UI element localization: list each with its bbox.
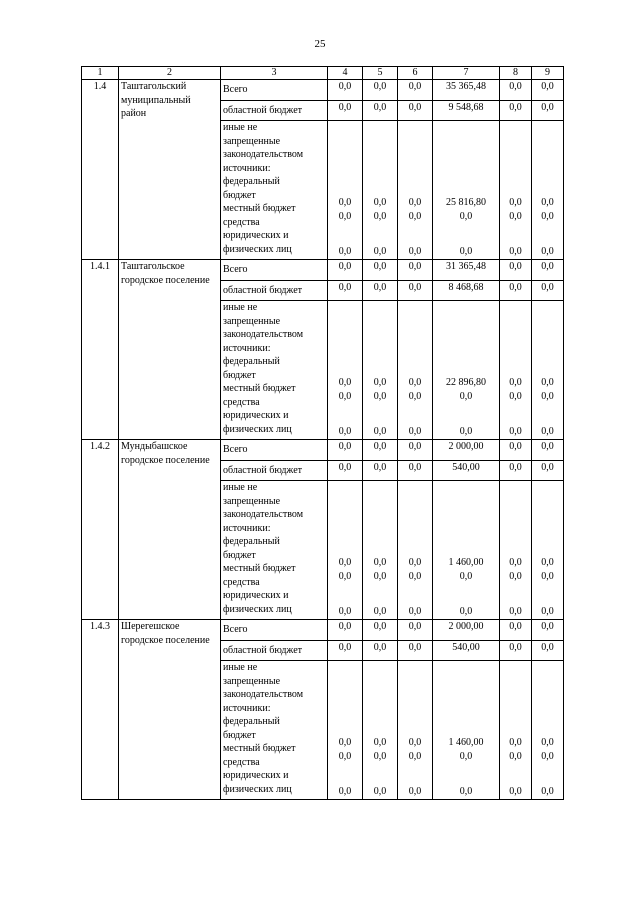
federal-value: 0,0 <box>338 737 352 748</box>
regional-value: 0,0 <box>532 641 564 661</box>
other-values-stack <box>400 121 430 259</box>
spacer <box>502 481 529 535</box>
total-value: 2 000,00 <box>433 620 500 641</box>
budget-values <box>502 556 529 584</box>
header-cell: 2 <box>119 67 221 80</box>
federal-value: 22 896,80 <box>446 377 486 388</box>
local-value: 0,0 <box>373 751 387 762</box>
other-values-stack <box>502 301 529 439</box>
other-sources-line: средства <box>223 576 260 588</box>
other-values-cell <box>328 481 363 620</box>
private-value: 0,0 <box>459 606 473 617</box>
other-values-stack <box>435 121 497 259</box>
other-values-stack <box>534 301 561 439</box>
federal-value: 0,0 <box>373 377 387 388</box>
other-values-cell <box>328 661 363 800</box>
budget-values <box>365 556 395 584</box>
other-values-stack <box>400 481 430 619</box>
private-value: 0,0 <box>373 426 387 437</box>
budget-values <box>435 556 497 584</box>
spacer <box>435 661 497 715</box>
other-sources-line: запрещенные <box>223 315 281 327</box>
total-value: 0,0 <box>500 440 532 461</box>
local-value: 0,0 <box>541 211 554 222</box>
other-sources-lines <box>223 661 325 796</box>
private-value: 0,0 <box>459 426 473 437</box>
private-value: 0,0 <box>408 246 422 257</box>
other-values-stack <box>365 661 395 799</box>
spacer <box>534 481 561 535</box>
private-value: 0,0 <box>338 246 352 257</box>
private-value: 0,0 <box>541 246 554 257</box>
section-total-row <box>82 620 564 641</box>
local-value: 0,0 <box>408 391 422 402</box>
budget-values <box>365 196 395 224</box>
other-values-cell <box>328 301 363 440</box>
header-cell: 3 <box>221 67 328 80</box>
total-value: 31 365,48 <box>433 260 500 281</box>
spacer <box>365 301 395 355</box>
other-sources-line: законодательством <box>223 149 304 160</box>
header-cell: 7 <box>433 67 500 80</box>
regional-value: 0,0 <box>363 101 398 121</box>
regional-label: областной бюджет <box>221 281 328 301</box>
private-value: 0,0 <box>541 786 554 797</box>
private-value: 0,0 <box>408 426 422 437</box>
other-values-stack <box>502 481 529 619</box>
local-value: 0,0 <box>373 211 387 222</box>
other-sources-line: бюджет <box>223 369 256 381</box>
private-value: 0,0 <box>509 786 522 797</box>
private-value: 0,0 <box>509 426 522 437</box>
other-sources-line: источники: <box>223 162 271 174</box>
federal-value: 0,0 <box>541 557 554 568</box>
spacer <box>400 301 430 355</box>
header-cell: 4 <box>328 67 363 80</box>
other-sources-line: физических лиц <box>223 423 292 435</box>
other-sources-line: местный бюджет <box>223 563 296 574</box>
other-sources-line: иные не <box>223 122 258 133</box>
section-total-row <box>82 260 564 281</box>
spacer <box>502 661 529 715</box>
federal-value: 0,0 <box>338 197 352 208</box>
other-sources-line: федеральный <box>223 716 280 727</box>
other-sources-line: федеральный <box>223 536 280 547</box>
other-sources-label <box>221 121 328 260</box>
local-value: 0,0 <box>509 211 522 222</box>
budget-values <box>534 736 561 764</box>
budget-values <box>330 556 360 584</box>
total-value: 0,0 <box>398 620 433 641</box>
budget-values <box>400 376 430 404</box>
other-values-cell <box>500 661 532 800</box>
section-name: Таштагольский муниципальный район <box>119 80 221 260</box>
regional-value: 0,0 <box>532 281 564 301</box>
section-code: 1.4.2 <box>82 440 119 620</box>
section-code: 1.4 <box>82 80 119 260</box>
private-value: 0,0 <box>373 786 387 797</box>
other-sources-line: бюджет <box>223 729 256 741</box>
other-sources-line: федеральный <box>223 176 280 187</box>
total-value: 35 365,48 <box>433 80 500 101</box>
regional-value: 9 548,68 <box>433 101 500 121</box>
regional-value: 0,0 <box>398 101 433 121</box>
total-value: 0,0 <box>500 260 532 281</box>
other-sources-line: законодательством <box>223 689 304 700</box>
private-value: 0,0 <box>338 606 352 617</box>
federal-value: 0,0 <box>509 557 522 568</box>
spacer <box>534 661 561 715</box>
other-values-stack <box>365 301 395 439</box>
other-sources-line: физических лиц <box>223 783 292 795</box>
total-label: Всего <box>221 620 328 641</box>
private-value: 0,0 <box>338 786 352 797</box>
other-sources-lines <box>223 121 325 256</box>
total-value: 0,0 <box>532 440 564 461</box>
other-values-stack <box>435 301 497 439</box>
budget-values <box>435 376 497 404</box>
other-sources-line: местный бюджет <box>223 743 296 754</box>
other-sources-line: источники: <box>223 342 271 354</box>
other-sources-line: законодательством <box>223 329 304 340</box>
total-label: Всего <box>221 260 328 281</box>
federal-value: 0,0 <box>373 737 387 748</box>
other-values-cell <box>398 481 433 620</box>
regional-value: 0,0 <box>398 641 433 661</box>
federal-value: 0,0 <box>338 557 352 568</box>
federal-value: 1 460,00 <box>448 557 484 568</box>
other-sources-line: средства <box>223 216 260 228</box>
other-sources-line: иные не <box>223 662 258 673</box>
other-sources-label <box>221 301 328 440</box>
total-value: 0,0 <box>398 80 433 101</box>
total-value: 2 000,00 <box>433 440 500 461</box>
other-values-stack <box>365 121 395 259</box>
spacer <box>435 121 497 175</box>
spacer <box>400 121 430 175</box>
section-name: Мундыбашское городское поселение <box>119 440 221 620</box>
local-value: 0,0 <box>338 571 352 582</box>
regional-value: 0,0 <box>363 641 398 661</box>
header-cell: 6 <box>398 67 433 80</box>
regional-label: областной бюджет <box>221 101 328 121</box>
section-total-row <box>82 80 564 101</box>
local-value: 0,0 <box>509 571 522 582</box>
other-sources-line: средства <box>223 756 260 768</box>
private-value: 0,0 <box>408 606 422 617</box>
other-values-stack <box>534 481 561 619</box>
section-name: Шерегешское городское поселение <box>119 620 221 800</box>
local-value: 0,0 <box>509 391 522 402</box>
section-total-row <box>82 440 564 461</box>
spacer <box>400 481 430 535</box>
total-value: 0,0 <box>363 620 398 641</box>
local-value: 0,0 <box>541 751 554 762</box>
total-value: 0,0 <box>363 440 398 461</box>
total-value: 0,0 <box>328 80 363 101</box>
budget-values <box>534 556 561 584</box>
spacer <box>365 661 395 715</box>
budget-values <box>400 196 430 224</box>
regional-value: 8 468,68 <box>433 281 500 301</box>
spacer <box>435 481 497 535</box>
budget-values <box>502 376 529 404</box>
other-sources-line: источники: <box>223 522 271 534</box>
regional-value: 0,0 <box>328 101 363 121</box>
header-cell: 1 <box>82 67 119 80</box>
local-value: 0,0 <box>338 751 352 762</box>
other-values-stack <box>330 481 360 619</box>
private-value: 0,0 <box>408 786 422 797</box>
budget-values <box>365 376 395 404</box>
other-values-stack <box>502 661 529 799</box>
total-value: 0,0 <box>398 260 433 281</box>
local-value: 0,0 <box>338 391 352 402</box>
other-sources-line: бюджет <box>223 549 256 561</box>
federal-value: 25 816,80 <box>446 197 486 208</box>
federal-value: 0,0 <box>541 737 554 748</box>
spacer <box>534 121 561 175</box>
spacer <box>330 661 360 715</box>
spacer <box>365 481 395 535</box>
other-values-cell <box>532 301 564 440</box>
local-value: 0,0 <box>408 751 422 762</box>
private-value: 0,0 <box>373 606 387 617</box>
private-value: 0,0 <box>509 606 522 617</box>
total-value: 0,0 <box>532 620 564 641</box>
total-value: 0,0 <box>328 260 363 281</box>
local-value: 0,0 <box>459 751 473 762</box>
spacer <box>435 301 497 355</box>
regional-label: областной бюджет <box>221 641 328 661</box>
federal-value: 0,0 <box>541 197 554 208</box>
regional-value: 540,00 <box>433 461 500 481</box>
other-values-cell <box>532 121 564 260</box>
regional-value: 0,0 <box>500 101 532 121</box>
other-sources-line: иные не <box>223 482 258 493</box>
other-sources-label <box>221 481 328 620</box>
federal-value: 1 460,00 <box>448 737 484 748</box>
spacer <box>534 301 561 355</box>
other-sources-line: источники: <box>223 702 271 714</box>
total-value: 0,0 <box>500 80 532 101</box>
section-code: 1.4.3 <box>82 620 119 800</box>
other-values-cell <box>433 661 500 800</box>
private-value: 0,0 <box>459 786 473 797</box>
other-values-cell <box>532 481 564 620</box>
private-value: 0,0 <box>459 246 473 257</box>
federal-value: 0,0 <box>408 557 422 568</box>
other-values-cell <box>500 481 532 620</box>
budget-values <box>330 736 360 764</box>
local-value: 0,0 <box>408 571 422 582</box>
other-values-stack <box>435 481 497 619</box>
local-value: 0,0 <box>373 391 387 402</box>
spacer <box>330 301 360 355</box>
federal-value: 0,0 <box>373 197 387 208</box>
regional-value: 0,0 <box>500 281 532 301</box>
other-values-stack <box>330 121 360 259</box>
regional-value: 0,0 <box>398 281 433 301</box>
regional-value: 0,0 <box>500 641 532 661</box>
section-code: 1.4.1 <box>82 260 119 440</box>
local-value: 0,0 <box>459 211 473 222</box>
other-values-stack <box>365 481 395 619</box>
federal-value: 0,0 <box>509 377 522 388</box>
spacer <box>330 121 360 175</box>
local-value: 0,0 <box>338 211 352 222</box>
budget-values <box>502 196 529 224</box>
other-sources-line: законодательством <box>223 509 304 520</box>
budget-values <box>435 196 497 224</box>
total-value: 0,0 <box>500 620 532 641</box>
other-values-cell <box>433 481 500 620</box>
budget-values <box>435 736 497 764</box>
other-values-cell <box>328 121 363 260</box>
local-value: 0,0 <box>541 571 554 582</box>
other-values-stack <box>330 661 360 799</box>
total-value: 0,0 <box>398 440 433 461</box>
federal-value: 0,0 <box>338 377 352 388</box>
local-value: 0,0 <box>541 391 554 402</box>
budget-values <box>534 196 561 224</box>
header-cell: 9 <box>532 67 564 80</box>
header-cell: 8 <box>500 67 532 80</box>
other-values-cell <box>433 121 500 260</box>
budget-values <box>330 196 360 224</box>
total-value: 0,0 <box>328 440 363 461</box>
other-values-cell <box>363 121 398 260</box>
other-sources-line: запрещенные <box>223 135 281 147</box>
other-values-stack <box>534 121 561 259</box>
other-values-cell <box>398 121 433 260</box>
other-sources-line: юридических и <box>223 770 289 781</box>
other-values-stack <box>534 661 561 799</box>
other-values-stack <box>400 301 430 439</box>
other-values-stack <box>330 301 360 439</box>
budget-values <box>330 376 360 404</box>
other-sources-line: юридических и <box>223 230 289 241</box>
header-cell: 5 <box>363 67 398 80</box>
total-value: 0,0 <box>363 80 398 101</box>
federal-value: 0,0 <box>373 557 387 568</box>
regional-value: 0,0 <box>328 641 363 661</box>
total-label: Всего <box>221 80 328 101</box>
other-sources-lines <box>223 481 325 616</box>
budget-values <box>502 736 529 764</box>
regional-value: 0,0 <box>328 281 363 301</box>
budget-values <box>400 556 430 584</box>
total-label: Всего <box>221 440 328 461</box>
other-values-stack <box>435 661 497 799</box>
private-value: 0,0 <box>509 246 522 257</box>
other-sources-line: физических лиц <box>223 603 292 615</box>
other-sources-line: иные не <box>223 302 258 313</box>
local-value: 0,0 <box>408 211 422 222</box>
header-row <box>82 67 564 80</box>
spacer <box>502 301 529 355</box>
regional-value: 540,00 <box>433 641 500 661</box>
page-number: 25 <box>314 38 326 50</box>
federal-value: 0,0 <box>408 377 422 388</box>
other-values-cell <box>398 661 433 800</box>
other-sources-line: местный бюджет <box>223 383 296 394</box>
private-value: 0,0 <box>373 246 387 257</box>
private-value: 0,0 <box>541 426 554 437</box>
other-values-cell <box>363 481 398 620</box>
spacer <box>400 661 430 715</box>
local-value: 0,0 <box>459 391 473 402</box>
budget-values <box>400 736 430 764</box>
regional-value: 0,0 <box>500 461 532 481</box>
other-values-cell <box>500 301 532 440</box>
other-values-cell <box>398 301 433 440</box>
regional-value: 0,0 <box>328 461 363 481</box>
local-value: 0,0 <box>509 751 522 762</box>
other-sources-line: федеральный <box>223 356 280 367</box>
total-value: 0,0 <box>532 260 564 281</box>
federal-value: 0,0 <box>408 737 422 748</box>
local-value: 0,0 <box>459 571 473 582</box>
federal-value: 0,0 <box>509 197 522 208</box>
federal-value: 0,0 <box>541 377 554 388</box>
other-values-stack <box>400 661 430 799</box>
other-values-stack <box>502 121 529 259</box>
other-values-cell <box>532 661 564 800</box>
other-sources-line: юридических и <box>223 410 289 421</box>
regional-value: 0,0 <box>363 281 398 301</box>
total-value: 0,0 <box>532 80 564 101</box>
other-sources-line: средства <box>223 396 260 408</box>
total-value: 0,0 <box>363 260 398 281</box>
other-sources-line: юридических и <box>223 590 289 601</box>
spacer <box>330 481 360 535</box>
regional-value: 0,0 <box>532 101 564 121</box>
regional-value: 0,0 <box>363 461 398 481</box>
other-sources-line: физических лиц <box>223 243 292 255</box>
private-value: 0,0 <box>541 606 554 617</box>
federal-value: 0,0 <box>408 197 422 208</box>
regional-value: 0,0 <box>398 461 433 481</box>
section-name: Таштагольское городское поселение <box>119 260 221 440</box>
private-value: 0,0 <box>338 426 352 437</box>
spacer <box>365 121 395 175</box>
federal-value: 0,0 <box>509 737 522 748</box>
other-values-cell <box>433 301 500 440</box>
local-value: 0,0 <box>373 571 387 582</box>
other-sources-line: запрещенные <box>223 675 281 687</box>
regional-value: 0,0 <box>532 461 564 481</box>
other-sources-label <box>221 661 328 800</box>
budget-table <box>81 66 564 800</box>
budget-values <box>365 736 395 764</box>
other-values-cell <box>363 661 398 800</box>
other-sources-lines <box>223 301 325 436</box>
regional-label: областной бюджет <box>221 461 328 481</box>
other-values-cell <box>363 301 398 440</box>
total-value: 0,0 <box>328 620 363 641</box>
budget-values <box>534 376 561 404</box>
other-sources-line: бюджет <box>223 189 256 201</box>
other-values-cell <box>500 121 532 260</box>
spacer <box>502 121 529 175</box>
other-sources-line: местный бюджет <box>223 203 296 214</box>
other-sources-line: запрещенные <box>223 495 281 507</box>
